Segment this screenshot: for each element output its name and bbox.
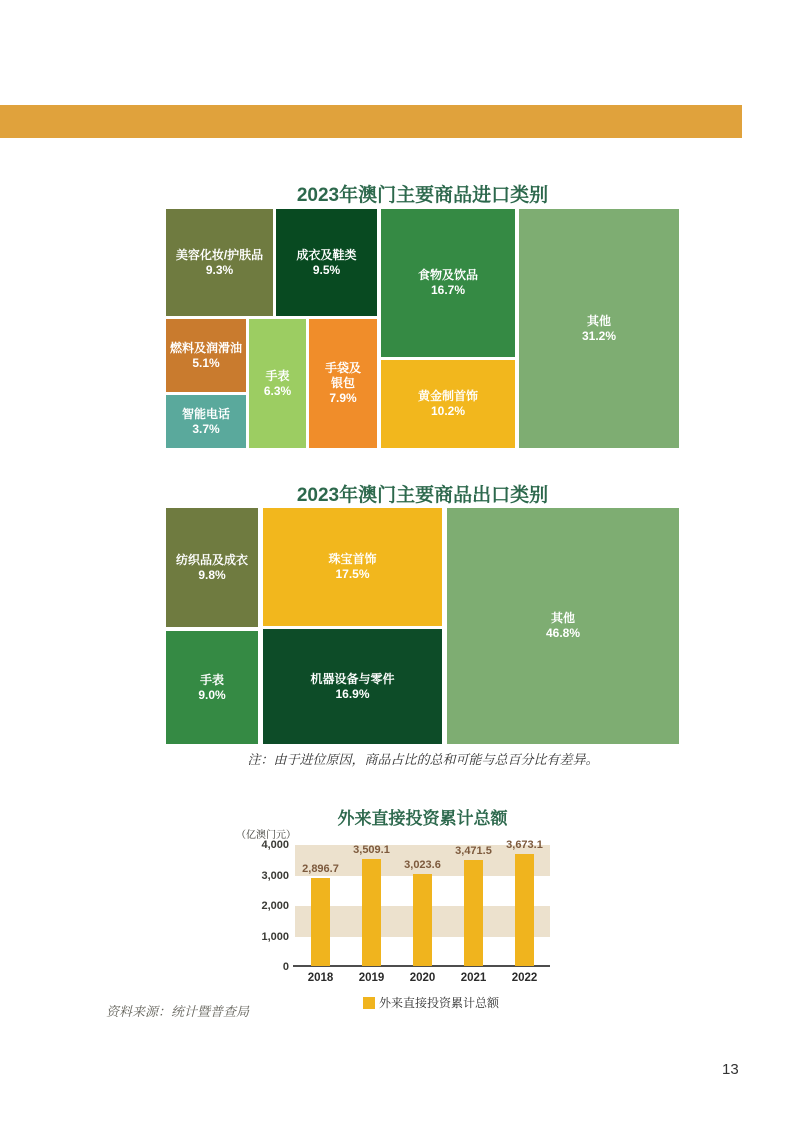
treemap-tile-label: 其他 xyxy=(586,313,611,328)
bar-2022 xyxy=(515,854,534,966)
treemap-tile-percentage: 9.3% xyxy=(205,262,234,277)
treemap-tile-percentage: 9.0% xyxy=(198,687,226,702)
y-axis-tick-label: 2,000 xyxy=(261,900,289,912)
legend-label: 外来直接投资累计总额 xyxy=(379,996,500,1010)
legend-swatch-icon xyxy=(363,997,375,1009)
treemap-tile-percentage: 9.8% xyxy=(198,567,226,582)
treemap-tile-label: 美容化妆/护肤品 xyxy=(175,247,264,262)
treemap-tile-percentage: 3.7% xyxy=(192,421,220,436)
bar-value-label: 3,471.5 xyxy=(455,845,492,858)
x-axis-tick-label: 2021 xyxy=(460,972,487,984)
treemap-tile-percentage: 31.2% xyxy=(581,328,617,343)
treemap-tile-percentage: 9.5% xyxy=(312,262,341,277)
bar-value-label: 3,509.1 xyxy=(353,843,390,856)
bar-2018 xyxy=(311,878,330,966)
y-axis-tick-label: 1,000 xyxy=(261,930,289,943)
treemap-tile xyxy=(263,629,442,744)
treemap-tile-percentage: 46.8% xyxy=(545,626,581,640)
bar-value-label: 2,896.7 xyxy=(302,862,339,875)
treemap-tile-label: 手表 xyxy=(199,672,224,687)
treemap-tile-label: 食物及饮品 xyxy=(417,268,478,282)
bar-chart-title: 外来直接投资累计总额 xyxy=(337,809,508,828)
treemap-tile-label: 珠宝首饰 xyxy=(328,552,377,566)
treemap-tile-label: 黄金制首饰 xyxy=(417,389,478,403)
import-chart-title: 2023年澳门主要商品进口类别 xyxy=(296,185,549,206)
treemap-tile xyxy=(381,209,515,357)
treemap-tile-percentage: 10.2% xyxy=(430,404,466,418)
treemap-tile-label: 其他 xyxy=(550,611,575,625)
bar-value-label: 3,023.6 xyxy=(404,858,441,871)
treemap-tile-label: 机器设备与零件 xyxy=(310,671,395,686)
treemap-tile xyxy=(166,209,273,316)
treemap-tile xyxy=(309,319,377,448)
y-axis-tick-label: 0 xyxy=(282,961,289,973)
x-axis-tick-label: 2022 xyxy=(511,972,538,984)
bar-value-label: 3,673.1 xyxy=(506,838,543,851)
treemap-tile xyxy=(276,209,377,316)
treemap-tile-label: 纺织品及成衣 xyxy=(175,552,248,567)
treemap-tile-percentage: 17.5% xyxy=(335,567,370,581)
x-axis-tick-label: 2018 xyxy=(307,972,334,984)
export-chart-title: 2023年澳门主要商品出口类别 xyxy=(296,485,549,506)
treemap-tile-percentage: 16.9% xyxy=(335,686,370,701)
source-note: 资料来源：统计暨普查局 xyxy=(106,1004,250,1019)
x-axis-tick-label: 2020 xyxy=(409,972,436,984)
treemap-tile xyxy=(447,508,679,744)
x-axis-tick-label: 2019 xyxy=(358,972,385,984)
banner-bar xyxy=(0,105,742,138)
treemap-tile xyxy=(166,508,258,627)
treemap-tile-percentage: 5.1% xyxy=(192,355,220,370)
import-treemap xyxy=(166,209,679,448)
export-treemap xyxy=(166,508,679,744)
treemap-footnote: 注：由于进位原因，商品占比的总和可能与总百分比有差异。 xyxy=(247,752,599,767)
bar-2019 xyxy=(362,859,381,966)
y-axis-tick-label: 4,000 xyxy=(261,839,289,851)
treemap-tile xyxy=(166,319,246,392)
y-axis-tick-label: 3,000 xyxy=(261,869,289,882)
treemap-tile-label: 手袋及 银包 xyxy=(324,361,361,390)
treemap-tile-label: 手表 xyxy=(265,368,290,383)
bar-chart-plot-area xyxy=(261,838,550,984)
bar-2020 xyxy=(413,874,432,966)
treemap-tile-label: 燃料及润滑油 xyxy=(169,340,242,355)
treemap-tile-percentage: 16.7% xyxy=(430,283,466,297)
treemap-tile-percentage: 6.3% xyxy=(263,383,292,398)
treemap-tile xyxy=(249,319,306,448)
bar-2021 xyxy=(464,860,483,966)
treemap-tile xyxy=(519,209,679,448)
treemap-tile xyxy=(263,508,442,626)
page-number: 13 xyxy=(722,1061,739,1078)
treemap-tile xyxy=(166,631,258,744)
treemap-tile xyxy=(166,395,246,448)
y-axis-unit-label: （亿澳门元） xyxy=(236,830,296,841)
treemap-tile-label: 智能电话 xyxy=(181,406,230,421)
treemap-tile-percentage: 7.9% xyxy=(329,391,357,405)
treemap-tile xyxy=(381,360,515,448)
treemap-tile-label: 成衣及鞋类 xyxy=(296,247,357,262)
chart-legend xyxy=(363,994,499,1011)
